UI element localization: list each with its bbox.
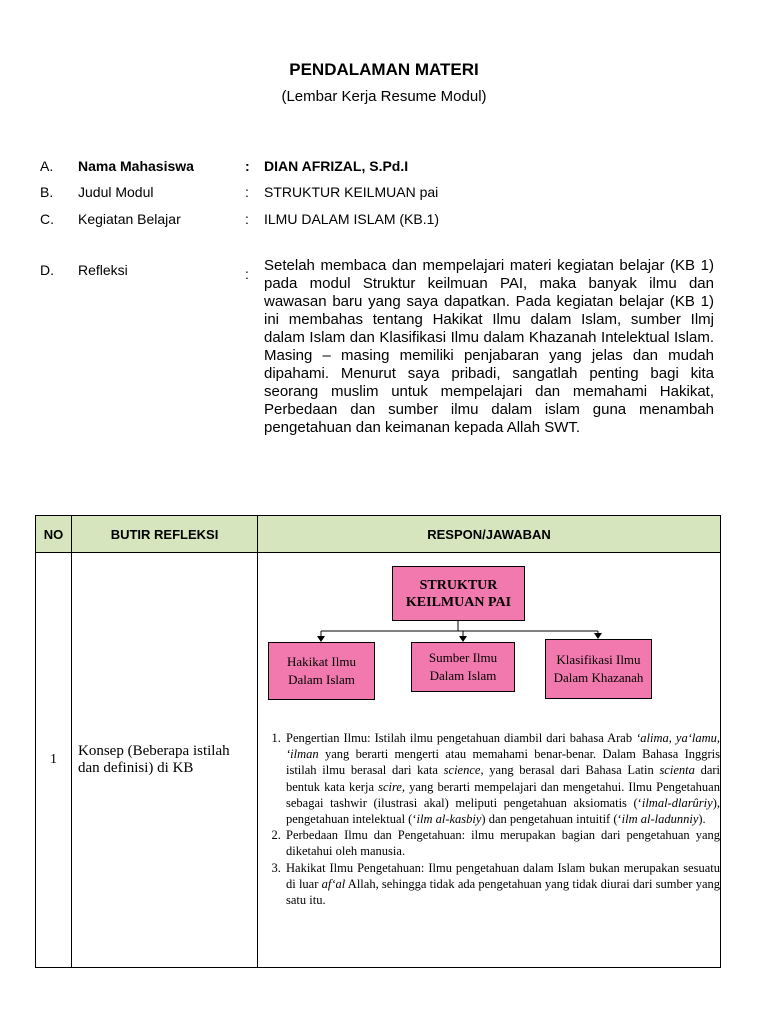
meta-colon: : — [245, 211, 249, 227]
meta-label: Judul Modul — [78, 184, 154, 200]
meta-value-nama: DIAN AFRIZAL, S.Pd.I — [264, 158, 409, 174]
diagram-leaf-hakikat: Hakikat Ilmu Dalam Islam — [268, 642, 375, 700]
meta-value-judul: STRUKTUR KEILMUAN pai — [264, 184, 439, 200]
header-no: NO — [36, 516, 72, 553]
header-respon: RESPON/JAWABAN — [258, 516, 721, 553]
header-butir: BUTIR REFLEKSI — [72, 516, 258, 553]
diagram-root-box: STRUKTUR KEILMUAN PAI — [392, 566, 525, 621]
meta-label: Kegiatan Belajar — [78, 211, 181, 227]
table-row — [36, 553, 721, 968]
meta-letter: B. — [40, 184, 54, 200]
row-butir: Konsep (Beberapa istilah dan definisi) di KB — [72, 553, 258, 968]
row-response — [258, 553, 721, 968]
page-subtitle: (Lembar Kerja Resume Modul) — [281, 88, 487, 105]
meta-value-kegiatan: ILMU DALAM ISLAM (KB.1) — [264, 211, 440, 227]
meta-row-kegiatan — [0, 211, 768, 231]
meta-colon: : — [245, 184, 249, 200]
structure-diagram — [258, 553, 720, 713]
meta-label: Refleksi — [78, 262, 128, 278]
list-item: 2. Perbedaan Ilmu dan Pengetahuan: ilmu merupakan bagian dari pengetahuan yang diketahui oleh manusia. — [284, 827, 720, 859]
list-item: 1. Pengertian Ilmu: Istilah ilmu pengetahuan diambil dari bahasa Arab ʻalima, yaʻlamu, ʻilman yang berarti mengerti atau memahami benar-benar. Dalam Bahasa Inggris istilah ilmu berasal dari kata science, yang berasal dari Bahasa Latin scienta dari bentuk kata kerja scire, yang berarti mempelajari dan mengetahui. Ilmu Pengetahuan sebagai tashwir (ilustrasi akal) meliputi pengetahuan aksiomatis (‘ilmal-dlarûriy), pengetahuan intelektual (‘ilm al-kasbiy) dan pengetahuan intuitif (‘ilm al-ladunniy). — [284, 730, 720, 827]
meta-letter: C. — [40, 211, 54, 227]
page-title: PENDALAMAN MATERI — [289, 60, 479, 79]
meta-colon: : — [245, 266, 249, 282]
meta-letter: A. — [40, 158, 54, 174]
meta-label: Nama Mahasiswa — [78, 158, 194, 174]
diagram-leaf-klasifikasi: Klasifikasi Ilmu Dalam Khazanah — [545, 639, 652, 699]
response-list — [264, 730, 720, 908]
list-item: 3. Hakikat Ilmu Pengetahuan: Ilmu pengetahuan dalam Islam bukan merupakan sesuatu di luar afʻal Allah, sehingga tidak ada pengetahuan yang tidak diurai dari sumber yang satu itu. — [284, 860, 720, 909]
meta-letter: D. — [40, 262, 54, 278]
reflection-table — [35, 515, 721, 968]
row-number: 1 — [36, 553, 72, 968]
table-header-row — [36, 516, 721, 553]
meta-colon: : — [245, 158, 250, 174]
reflection-paragraph: Setelah membaca dan mempelajari materi kegiatan belajar (KB 1) pada modul Struktur keilmuan PAI, maka banyak ilmu dan wawasan baru yang saya dapatkan. Pada kegiatan belajar (KB 1) ini membahas tentang Hakikat Ilmu dalam Islam, sumber Ilmj dalam Islam dan Klasifikasi Ilmu dalam Khazanah Intelektual Islam. Masing – masing memiliki penjabaran yang jelas dan mudah dipahami. Menurut saya pribadi, sangatlah penting bagi kita seorang muslim untuk mempelajari dan memahami Hakikat, Perbedaan dan sumber ilmu dalam islam guna menambah pengetahuan dan keimanan kepada Allah SWT. — [264, 257, 714, 436]
meta-row-nama — [0, 158, 768, 178]
diagram-leaf-sumber: Sumber Ilmu Dalam Islam — [411, 642, 515, 692]
meta-row-judul — [0, 184, 768, 204]
